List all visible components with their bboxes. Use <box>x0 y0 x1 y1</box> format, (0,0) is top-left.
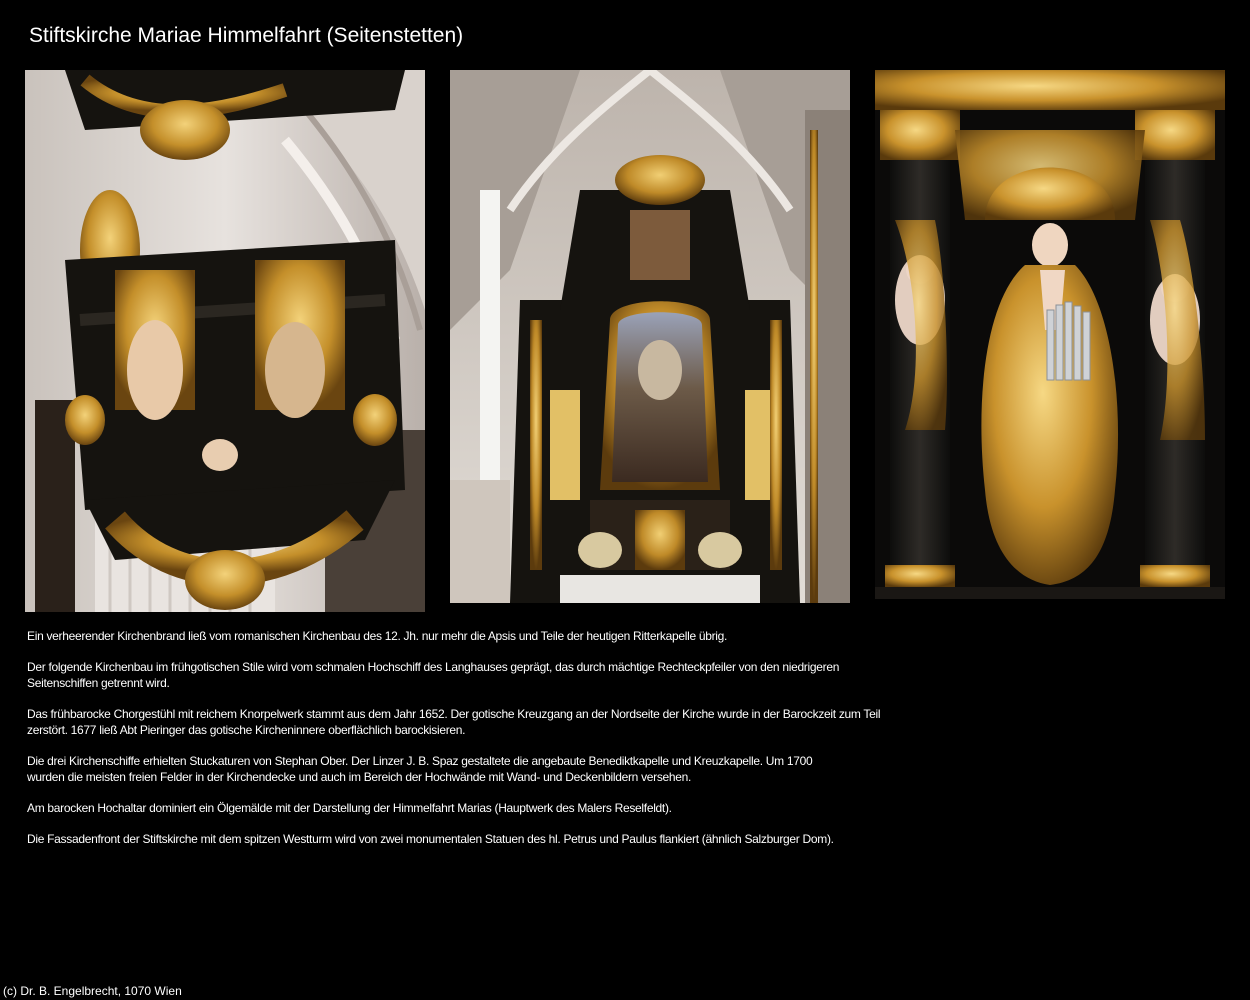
paragraph-line: Am barocken Hochaltar dominiert ein Ölgemälde mit der Darstellung der Himmelfahrt Marias (Hauptwerk des Malers Reselfeldt). <box>27 801 672 815</box>
paragraph-line: Ein verheerender Kirchenbrand ließ vom romanischen Kirchenbau des 12. Jh. nur mehr die Apsis und Teile der heutigen Ritterkapelle übrig. <box>27 629 728 643</box>
paragraph <box>27 800 967 816</box>
paragraph-line: Die Fassadenfront der Stiftskirche mit dem spitzen Westturm wird von zwei monumentalen Statuen des hl. Petrus und Paulus flankiert (ähnlich Salzburger Dom). <box>27 832 834 846</box>
paragraph-line: zerstört. 1677 ließ Abt Pieringer das gotische Kircheninnere oberflächlich barockisieren. <box>27 723 466 737</box>
saint-statue-photo[interactable] <box>875 70 1225 599</box>
paragraph-line: Der folgende Kirchenbau im frühgotischen Stile wird vom schmalen Hochschiff des Langhauses geprägt, das durch mächtige Rechteckpfeiler von den niedrigeren <box>27 660 840 674</box>
paragraph <box>27 753 967 785</box>
page-title: Stiftskirche Mariae Himmelfahrt (Seitenstetten) <box>29 24 464 47</box>
pulpit-photo[interactable] <box>25 70 425 612</box>
paragraph <box>27 831 967 847</box>
paragraph-line: Seitenschiffen getrennt wird. <box>27 676 170 690</box>
paragraph <box>27 628 967 644</box>
paragraph-line: Das frühbarocke Chorgestühl mit reichem Knorpelwerk stammt aus dem Jahr 1652. Der gotische Kreuzgang an der Nordseite der Kirche wurde in der Barockzeit zum Teil <box>27 707 881 721</box>
paragraph <box>27 659 967 691</box>
paragraph-line: Die drei Kirchenschiffe erhielten Stuckaturen von Stephan Ober. Der Linzer J. B. Spaz gestaltete die angebaute Benediktkapelle und Kreuzkapelle. Um 1700 <box>27 754 813 768</box>
description-text <box>27 628 967 862</box>
copyright-footer: (c) Dr. B. Engelbrecht, 1070 Wien <box>3 984 182 998</box>
paragraph-line: wurden die meisten freien Felder in der Kirchendecke und auch im Bereich der Hochwände mit Wand- und Deckenbildern versehen. <box>27 770 692 784</box>
paragraph <box>27 706 967 738</box>
high-altar-photo[interactable] <box>450 70 850 603</box>
